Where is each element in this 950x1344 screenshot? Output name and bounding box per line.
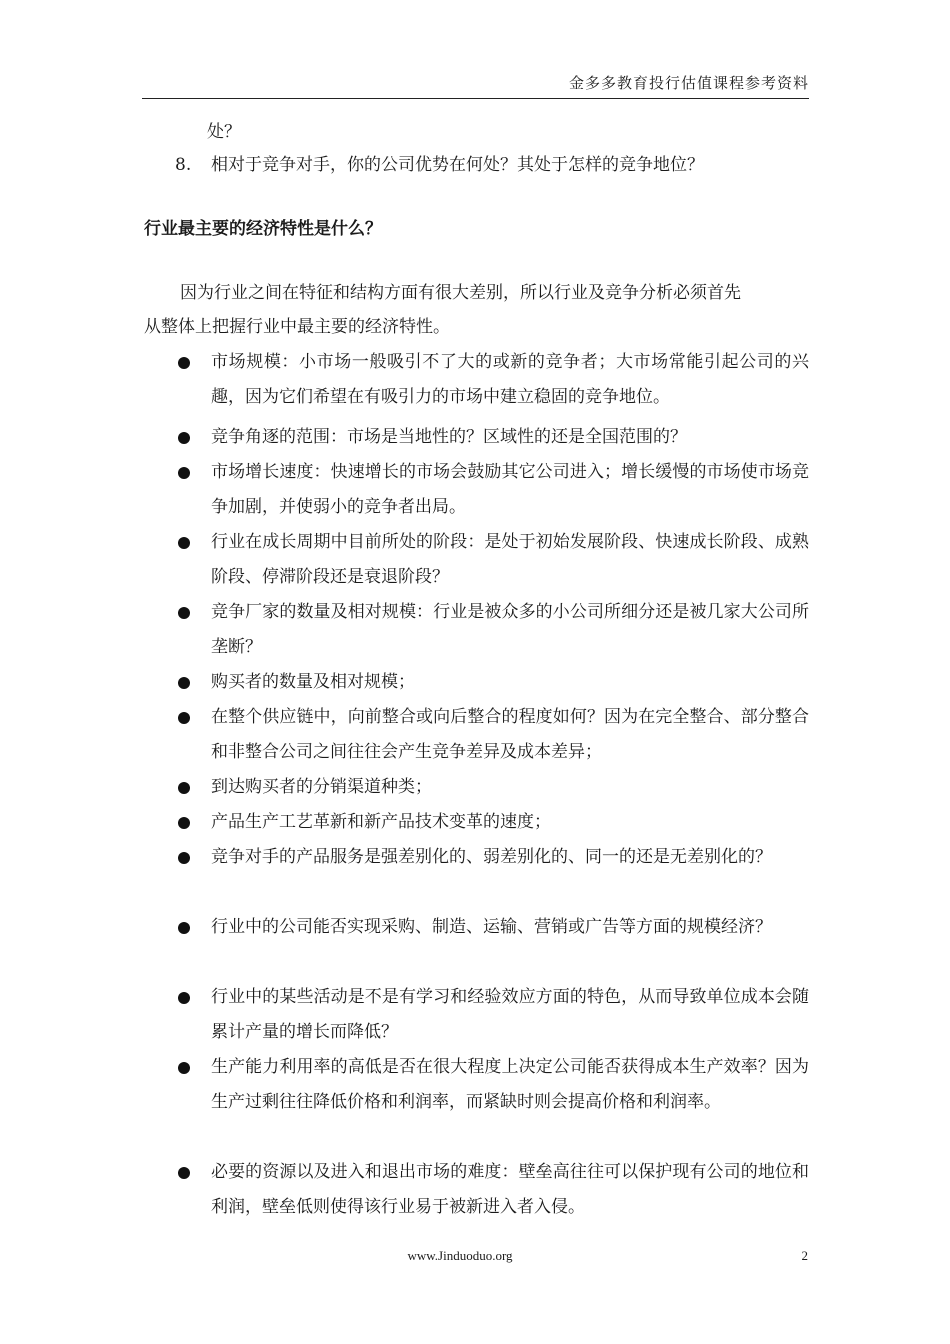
bullet-icon xyxy=(178,852,190,864)
continuation-tail: 处？ xyxy=(207,122,241,142)
list-item: 行业在成长周期中目前所处的阶段：是处于初始发展阶段、快速成长阶段、成熟阶段、停滞阶段还是衰退阶段？ xyxy=(211,532,809,587)
list-item: 在整个供应链中，向前整合或向后整合的程度如何？因为在完全整合、部分整合和非整合公司之间往往会产生竞争差异及成本差异； xyxy=(211,707,809,762)
list-item: 竞争对手的产品服务是强差别化的、弱差别化的、同一的还是无差别化的？ xyxy=(211,847,772,867)
list-item: 竞争厂家的数量及相对规模：行业是被众多的小公司所细分还是被几家大公司所垄断？ xyxy=(211,602,809,657)
list-item: 必要的资源以及进入和退出市场的难度：壁垒高往往可以保护现有公司的地位和利润，壁垒低则使得该行业易于被新进入者入侵。 xyxy=(211,1162,809,1217)
list-item: 市场增长速度：快速增长的市场会鼓励其它公司进入；增长缓慢的市场使市场竞争加剧，并使弱小的竞争者出局。 xyxy=(211,462,809,517)
list-item: 行业中的某些活动是不是有学习和经验效应方面的特色，从而导致单位成本会随累计产量的增长而降低？ xyxy=(211,987,809,1042)
header-divider xyxy=(142,98,809,99)
bullet-icon xyxy=(178,607,190,619)
bullet-icon xyxy=(178,817,190,829)
list-item: 到达购买者的分销渠道种类； xyxy=(211,777,432,797)
bullet-icon xyxy=(178,432,190,444)
bullet-icon xyxy=(178,537,190,549)
list-item: 购买者的数量及相对规模； xyxy=(211,672,415,692)
bullet-icon xyxy=(178,992,190,1004)
footer-url: www.Jinduoduo.org xyxy=(407,1248,513,1263)
bullet-icon xyxy=(178,712,190,724)
page-number: 2 xyxy=(801,1248,808,1263)
intro-paragraph-line: 因为行业之间在特征和结构方面有很大差别，所以行业及竞争分析必须首先 xyxy=(180,283,741,303)
bullet-icon xyxy=(178,1167,190,1179)
list-item-text: 相对于竞争对手，你的公司优势在何处？其处于怎样的竞争地位？ xyxy=(211,155,704,175)
bullet-icon xyxy=(178,922,190,934)
list-item: 行业中的公司能否实现采购、制造、运输、营销或广告等方面的规模经济？ xyxy=(211,917,772,937)
bullet-icon xyxy=(178,357,190,369)
list-item: 竞争角逐的范围：市场是当地性的？区域性的还是全国范围的？ xyxy=(211,427,687,447)
bullet-icon xyxy=(178,1062,190,1074)
bullet-icon xyxy=(178,467,190,479)
list-item: 市场规模：小市场一般吸引不了大的或新的竞争者；大市场常能引起公司的兴趣，因为它们希望在有吸引力的市场中建立稳固的竞争地位。 xyxy=(211,352,809,407)
list-item-number: 8. xyxy=(175,155,192,175)
bullet-icon xyxy=(178,782,190,794)
list-item: 产品生产工艺革新和新产品技术变革的速度； xyxy=(211,812,551,832)
page-header: 金多多教育投行估值课程参考资料 xyxy=(568,74,809,92)
section-heading: 行业最主要的经济特性是什么？ xyxy=(144,219,382,239)
list-item: 生产能力利用率的高低是否在很大程度上决定公司能否获得成本生产效率？因为生产过剩往往降低价格和利润率，而紧缺时则会提高价格和利润率。 xyxy=(211,1057,809,1112)
intro-paragraph-line: 从整体上把握行业中最主要的经济特性。 xyxy=(144,317,450,337)
bullet-icon xyxy=(178,677,190,689)
